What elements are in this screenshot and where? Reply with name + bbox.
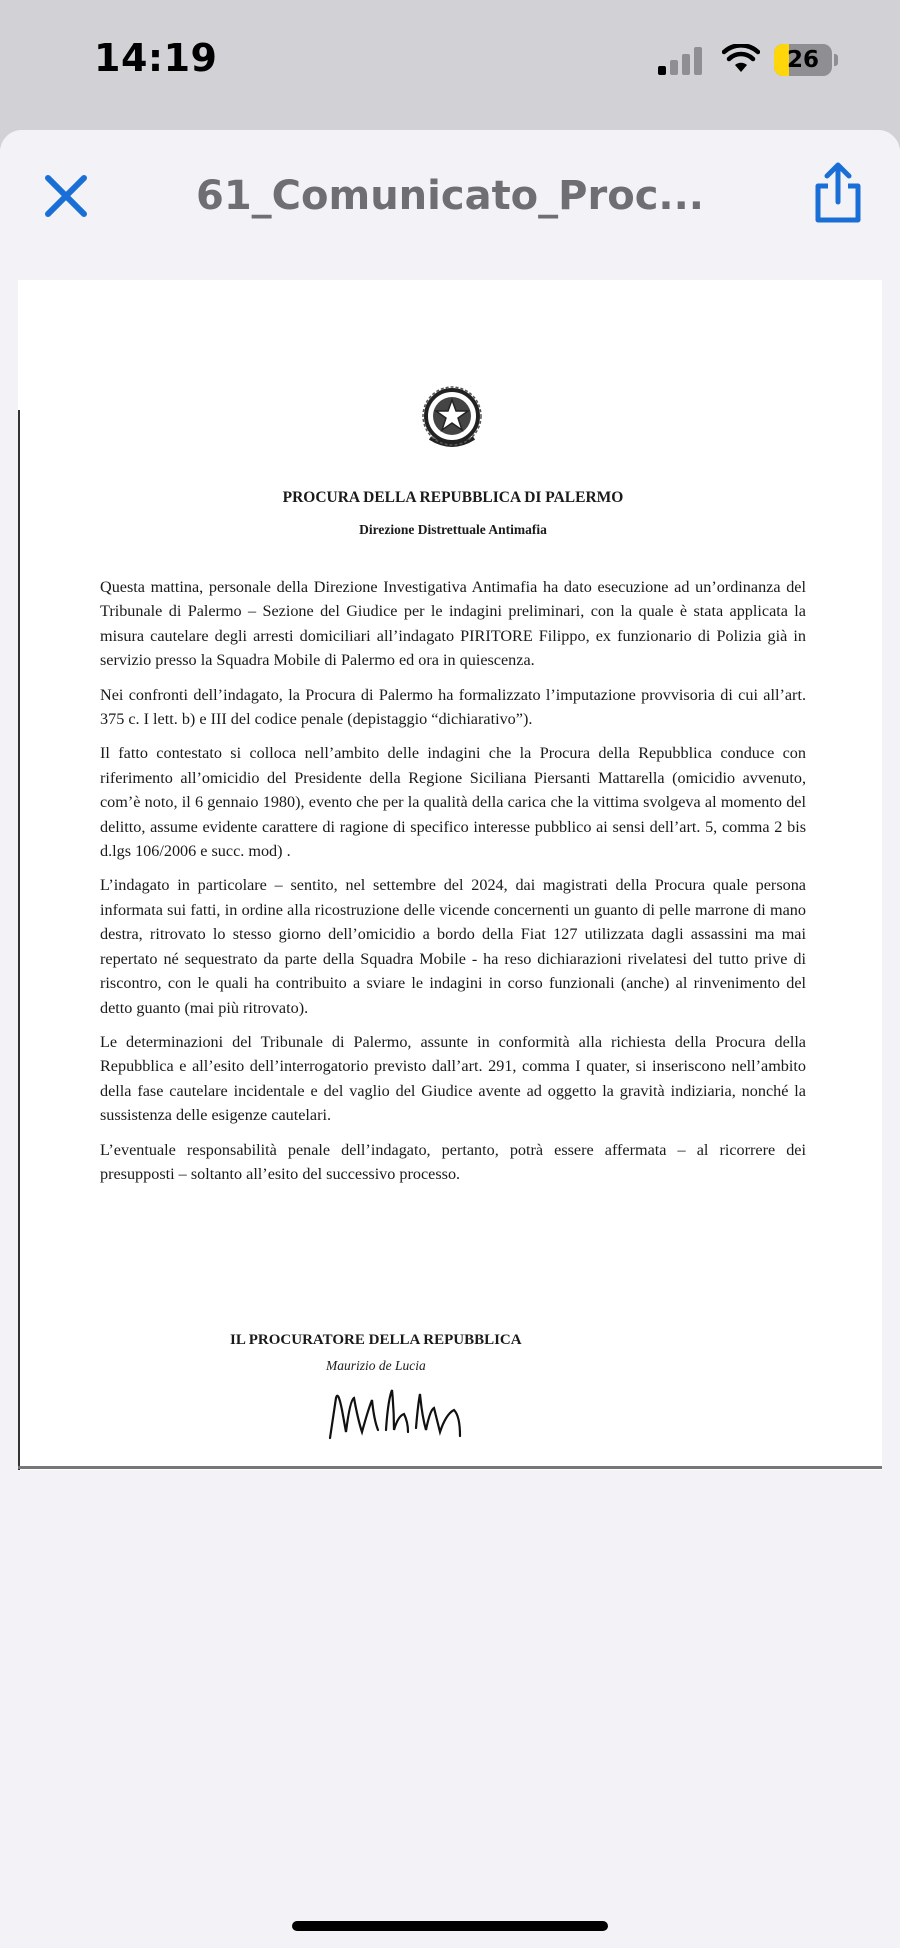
nav-bar — [0, 130, 900, 262]
signatory-name: Maurizio de Lucia — [326, 1358, 426, 1373]
battery-icon — [774, 44, 838, 76]
signal-bar — [658, 66, 666, 75]
document-heading: PROCURA DELLA REPUBBLICA DI PALERMO — [282, 489, 624, 506]
republic-emblem-icon — [420, 382, 484, 454]
signature-block — [230, 1330, 630, 1374]
battery-body — [774, 44, 832, 76]
signal-bar — [670, 60, 678, 75]
paragraph: Le determinazioni del Tribunale di Palermo, assunte in conformità alla richiesta della Procura della Repubblica e all’esito dell’interrogatorio previsto dall’art. 291, comma I quater, si inseriscono nell’ambito della fase cautelare incidentale e del vaglio del Giudice avente ad oggetto la gravità indiziaria, nonché la sussistenza delle esigenze cautelari. — [100, 1032, 806, 1125]
signatory-title: IL PROCURATORE DELLA REPUBBLICA — [230, 1332, 522, 1348]
paragraph: Questa mattina, personale della Direzione Investigativa Antimafia ha dato esecuzione ad un’ordinanza del Tribunale di Palermo – Sezione del Giudice per le indagini preliminari, con la quale è stata applicata la misura cautelare degli arresti domiciliari all’indagato PIRITORE Filippo, ex funzionario di Polizia già in servizio presso la Squadra Mobile di Palermo ed ora in quiescenza. — [100, 578, 806, 670]
battery-level: 26 — [786, 47, 819, 73]
page-bottom-edge — [18, 1466, 882, 1469]
signal-bar — [682, 54, 690, 75]
paragraph: L’indagato in particolare – sentito, nel settembre del 2024, dai magistrati della Procura quale persona informata sui fatti, in ordine alla ricostruzione delle vicende concernenti un guanto di pelle marrone di mano destra, ritrovato lo stesso giorno dell’omicidio a bordo della Fiat 127 utilizzata dagli assassini ma mai repertato né sequestrato da parte della Squadra Mobile - ha reso dichiarazioni rivelatesi del tutto prive di riscontro, con le quali ha contribuito a sviare le indagini in corso funzionali (anche) al rinvenimento del detto guanto (mai più ritrovato). — [100, 876, 806, 1017]
home-indicator[interactable] — [292, 1921, 608, 1931]
share-icon[interactable] — [812, 160, 864, 224]
cellular-signal-icon — [658, 47, 704, 75]
status-bar — [0, 0, 900, 120]
paragraph: Il fatto contestato si colloca nell’ambito delle indagini che la Procura della Repubblica conduce con riferimento all’omicidio del Presidente della Regione Siciliana Piersanti Mattarella (omicidio avvenuto, com’è noto, il 6 gennaio 1980), evento che per la qualità della carica che la vittima svolgeva al momento del delitto, assume evidente carattere di ragione di specifico interesse pubblico ai sensi dell’art. 5, comma 2 bis d.lgs 106/2006 e succ. mod) . — [100, 744, 806, 861]
page-scan-edge — [18, 410, 20, 1470]
status-time: 14:19 — [94, 36, 218, 80]
handwritten-signature — [322, 1380, 472, 1442]
paragraph: Nei confronti dell’indagato, la Procura di Palermo ha formalizzato l’imputazione provvisoria di cui all’art. 375 c. I lett. b) e III del codice penale (depistaggio “dichiarativo”). — [100, 685, 806, 729]
document-title: 61_Comunicato_Proc... — [196, 173, 704, 219]
signal-bar — [694, 47, 702, 75]
battery-cap — [834, 54, 838, 66]
document-subheading: Direzione Distrettuale Antimafia — [359, 522, 547, 537]
document-viewer-sheet — [0, 130, 900, 1948]
document-page — [18, 280, 882, 1470]
document-paragraphs — [100, 575, 806, 1186]
paragraph: L’eventuale responsabilità penale dell’indagato, pertanto, potrà essere affermata – al ricorrere dei presupposti – soltanto all’esito del successivo processo. — [100, 1140, 806, 1183]
document-body — [100, 488, 806, 1196]
wifi-icon — [722, 44, 760, 74]
close-icon[interactable] — [40, 170, 92, 222]
